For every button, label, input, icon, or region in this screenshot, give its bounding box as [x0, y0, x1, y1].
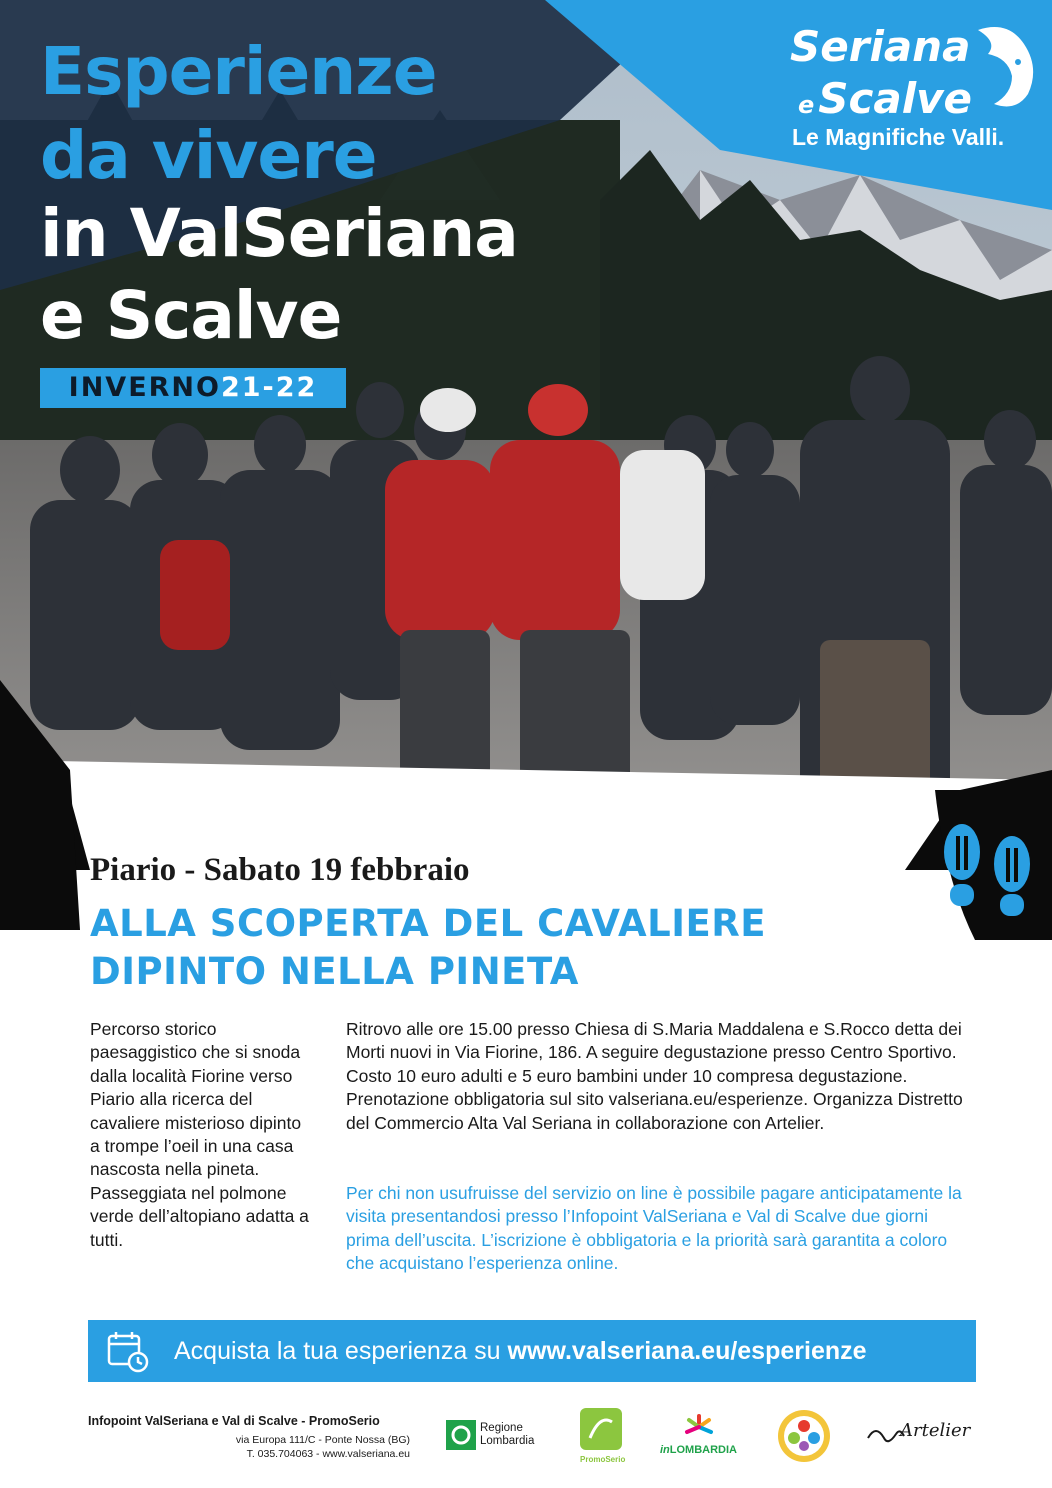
- regione-lombardia-logo: [446, 1408, 556, 1458]
- logo-name-line-2: [798, 74, 972, 123]
- inlombardia-label: LOMBARDIA: [669, 1444, 737, 1456]
- season-label: INVERNO: [68, 372, 221, 403]
- boot-prints-icon: [938, 822, 1038, 918]
- footer-org: Infopoint ValSeriana e Val di Scalve - PromoSerio: [88, 1414, 380, 1428]
- brand-logo: [772, 0, 1052, 170]
- headline-line-2: da vivere: [40, 117, 377, 194]
- footer-address: [88, 1433, 410, 1461]
- season-years: 21-22: [220, 372, 318, 403]
- calendar-clock-icon: [106, 1330, 150, 1374]
- inlombardia-prefix: in: [660, 1444, 670, 1456]
- footer-address-line-1: via Europa 111/C - Ponte Nossa (BG): [235, 1434, 410, 1446]
- regione-line-1: Regione: [480, 1422, 523, 1434]
- promoserio-logo: [580, 1408, 624, 1464]
- event-title-line-1: ALLA SCOPERTA DEL CAVALIERE: [90, 902, 767, 945]
- promoserio-label: PromoSerio: [580, 1455, 626, 1464]
- dog-logo-icon: [968, 24, 1040, 110]
- logo-and: e: [798, 91, 815, 119]
- event-title-line-2: DIPINTO NELLA PINETA: [90, 950, 579, 993]
- headline-line-3: in ValSeriana: [40, 195, 518, 272]
- event-info: Ritrovo alle ore 15.00 presso Chiesa di S.Maria Maddalena e S.Rocco detta dei Morti nuovi in Via Fiorine, 186. A seguire degustazione presso Centro Sportivo. Costo 10 euro adulti e 5 euro bambini under 10 compresa degustazione. Prenotazione obbligatoria sul sito valseriana.eu/esperienze. Organizza Distretto del Commercio Alta Val Seriana in collaborazione con Artelier.: [346, 1019, 963, 1133]
- footer-address-line-2: T. 035.704063 - www.valseriana.eu: [246, 1448, 410, 1460]
- purchase-link[interactable]: www.valseriana.eu/esperienze: [507, 1337, 867, 1365]
- season-badge: [40, 368, 346, 408]
- event-note: Per chi non usufruisse del servizio on line è possibile pagare anticipatamente la visita presentandosi presso l’Infopoint ValSeriana e Val di Scalve due giorni prima dell’uscita. L’iscrizione è obbligatoria e la priorità sarà garantita a coloro che acquistano l’esperienza online.: [346, 1183, 962, 1274]
- event-description: Percorso storico paesaggistico che si snoda dalla località Fiorine verso Piario alla ricerca del cavaliere misterioso dipinto a trompe l’oeil in una casa nascosta nella pineta. Passeggiata nel polmone verde dell’altopiano adatta a tutti.: [90, 1019, 309, 1250]
- purchase-banner[interactable]: [88, 1320, 976, 1382]
- logo-name-line-1: Seriana: [790, 22, 971, 71]
- commerce-district-logo: [776, 1408, 834, 1458]
- artelier-logo: [866, 1408, 976, 1458]
- event-place-date: Piario - Sabato 19 febbraio: [90, 852, 470, 888]
- inlombardia-logo: [658, 1408, 748, 1458]
- headline-line-1: Esperienze: [40, 33, 437, 110]
- left-black-panel: [0, 680, 80, 930]
- purchase-text: [174, 1320, 867, 1382]
- artelier-label: Artelier: [900, 1420, 971, 1441]
- logo-name-scalve: Scalve: [818, 74, 973, 123]
- regione-line-2: Lombardia: [480, 1435, 535, 1447]
- logo-tagline: Le Magnifiche Valli.: [792, 124, 1005, 150]
- event-title: [90, 900, 920, 996]
- purchase-label: Acquista la tua esperienza su: [174, 1337, 501, 1365]
- headline-line-4: e Scalve: [40, 277, 342, 354]
